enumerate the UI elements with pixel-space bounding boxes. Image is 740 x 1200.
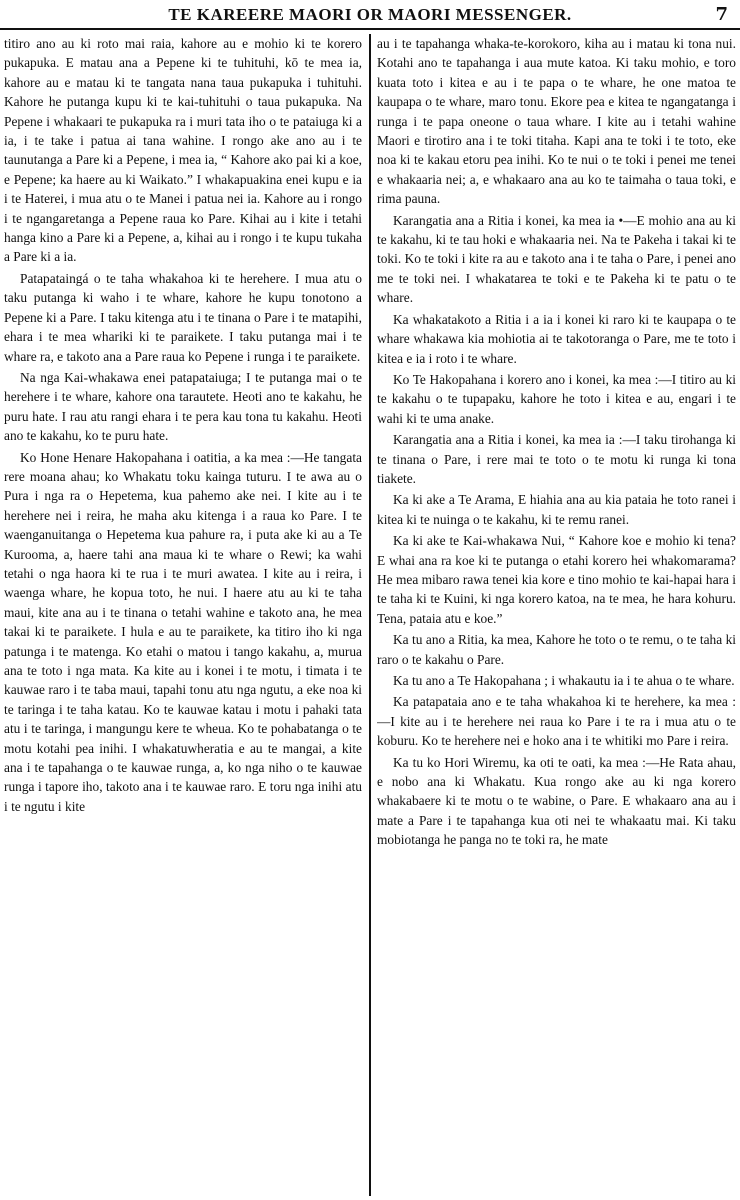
paragraph: Na nga Kai-whakawa enei patapataiuga; I te putanga mai o te herehere i te whare, kahore ona tarautete. Heoti ano te kakahu, he puru hate. I rau atu rangi ehara i te pera kau tona tu kakahu. Heoti ano te kakahu, ko te puru hate.: [4, 369, 362, 444]
paragraph: Ka ki ake te Kai-whakawa Nui, “ Kahore koe e mohio ki tena? E whai ana ra koe ki te putanga o etahi korero hei whakomarama? He mea mibaro rawa tenei kia kore e tino mohio te kai-hapai hara i te taha ki te Kuini, ki nga korero katoa, na te mea, he hara kohuru. Tena, pataia atu e koe.”: [377, 533, 736, 626]
paragraph: Ka tu ano a Ritia, ka mea, Kahore he toto o te remu, o te taha ki raro o te kakahu o Pare.: [377, 632, 736, 667]
paragraph: Ko Hone Henare Hakopahana i oatitia, a ka mea :—He tangata rere moana ahau; ko Whakatu toku kainga tuturu. I te awa au o Pura i nga ra o Hepetema, kua pahemo ake nei. I kite au i te herehere nei i reira, he maha aku kitenga i a raua ko Pare. I te waenganuitanga o Hepetema kua pahure ra, i puta ake ki au a Te Kurooma, a, haere tahi ana maua ki te whare o Rewi; ka wahi tetahi o nga haora ki te rua i te muri awatea. I kite au i reira, i waenga whare, he kopua toto, he nui. I haere atu au ki te taha maui, kite ana au i te tinana o tetahi wahine e takoto ana, he mea takai ki te paraikete. I hula e au te paraikete, ka titiro iho ki nga patunga i te matenga. Ko etahi o matou i tango kakahu, a, murua ana te toto i nga mata. Ka kite au i konei i te motu, i timata i te kauwae raro i te taba maui, tapahi tonu atu nga ngutu, a eke noa ki te taringa i te taha katau. Ko te kauwae katau i motu i pahaki tata atu i te taringa, i mangungu kere te wheua. Ko te pohabatanga o te motu kotahi pea inihi. I whakatuwheratia e au te mangai, a kite ana i te tapahanga o te kauwae runga, a, ko nga niho o te kauwae runga i tapore iho, takoto ana i te kauwae raro. E toru nga inihi atu i te ngutu i kite: [4, 449, 362, 814]
paragraph: Karangatia ana a Ritia i konei, ka mea ia •—E mohio ana au ki te kakahu, ki te tau hoki e whakaaria nei. Na te Pakeha i takai ki te toki. Ko te toki i kite ra au e takoto ana i te taha o Pare, i penei ano me te toki nei. I whakatarea te toki e te Pakeha ki te patu o te whare.: [377, 212, 736, 306]
paragraph: Ka patapataia ano e te taha whakahoa ki te herehere, ka mea :—I kite au i te herehere nei raua ko Pare i te ra i mua atu o te koburu. Ko te herehere nei e hoko ana i te whitiki mo Pare i reira.: [377, 694, 736, 749]
paragraph: Ko Te Hakopahana i korero ano i konei, ka mea :—I titiro au ki te kakahu o te tupapaku, kahore he toto i kitea e au, engari i te wahi ki te uma anake.: [377, 371, 736, 426]
paragraph: titiro ano au ki roto mai raia, kahore au e mohio ki te korero pukapuka. E matau ana a Pepene ki te tuhituhi, kō te mea ia, kahore au e matau ki te tangata nana taua pukapuka i tuhituhi. Kahore he putanga kupu ki te kai-tuhituhi o taua pukapuka. Na Pepene i whakaari te pukapuka ra i muri tata iho o te pataiuga ki a ia, i te take i patua ai tana wahine. I rongo ake ano au i te taunutanga a Pare ki a Pepene, i mea ia, “ Kahore ako pai ki a koe, e Pepene; ka haere au ki Waikato.” I whakapuakina enei kupu e ia i te Haterei, i mua atu o te Manei i patua nei ia. Kahore au i rongo i te ngangaretanga a Pepene raua ko Pare. Kihai au i kite i tetahi hanga kino a Pare ki a Pepene, a, kihai au i rongo i te kupu tukaha a Pare ki a ia.: [4, 36, 362, 265]
paragraph: Ka tu ano a Te Hakopahana ; i whakautu ia i te ahua o te whare.: [393, 673, 735, 688]
column-divider: [369, 34, 371, 1196]
left-text-column: [4, 34, 365, 1196]
paragraph: Patapataingá o te taha whakahoa ki te herehere. I mua atu o taku putanga ki waho i te whare, kahore he kupu tonotono a Pepene ki a Pare. I taku kitenga atu i te tinana o Pare i te matapihi, ehara i te mea whariki ki te paraikete. I taku putanga mai i te whare ra, e takoto ana a Pare raua ko Pepene i runga i te paraikete.: [4, 270, 362, 364]
paragraph: Ka ki ake a Te Arama, E hiahia ana au kia pataia he toto ranei i kitea ki te nuinga o te kakahu, ki te remu ranei.: [377, 492, 736, 527]
paragraph: Ka whakatakoto a Ritia i a ia i konei ki raro ki te kaupapa o te whare whakawa kia mohiotia ai te takotoranga o Pare, me te toto i kitea e ia i roto i te whare.: [377, 311, 736, 366]
paragraph: Ka tu ko Hori Wiremu, ka oti te oati, ka mea :—He Rata ahau, e nobo ana ki Whakatu. Kua rongo ake au ki nga korero whakabaere ki te motu o te wabine, o Pare. E whakaaro ana au i mate a Pare i te tapahanga kua oti nei te whakaatu mai. Ki taku mobiotanga he panga no te toki ra, he mate: [377, 754, 736, 848]
right-text-column: [377, 34, 736, 1196]
paragraph: au i te tapahanga whaka-te-korokoro, kiha au i matau ki tona nui. Kotahi ano te tapahanga i aua mute katoa. Ki taku mohio, e toro kuata toto i kitea e au i te papa o te whare, he one matoa te kaupapa o te whare, maro tonu. Ekore pea e kitea te ngangatanga i runga i te papa oneone o taua whare. I kite au i tetahi wahine Maori e tirotiro ana i te toki titaha. Kapi ana te toki i te toto, eke noa ki te kakau etoru pea inihi. Ko te nui o te toki i penei me tenei e whakaaria nei; a, e whakaaro ana au ko te taimaha o taua toki, e rima pauna.: [377, 36, 736, 207]
page-number: 7: [715, 4, 728, 25]
newspaper-title: TE KAREERE MAORI OR MAORI MESSENGER.: [168, 5, 572, 24]
page-header: [0, 0, 740, 30]
paragraph: Karangatia ana a Ritia i konei, ka mea ia :—I taku tirohanga ki te tinana o Pare, i rere mai te toto o te motu ki runga ki tona tiakete.: [377, 432, 736, 486]
